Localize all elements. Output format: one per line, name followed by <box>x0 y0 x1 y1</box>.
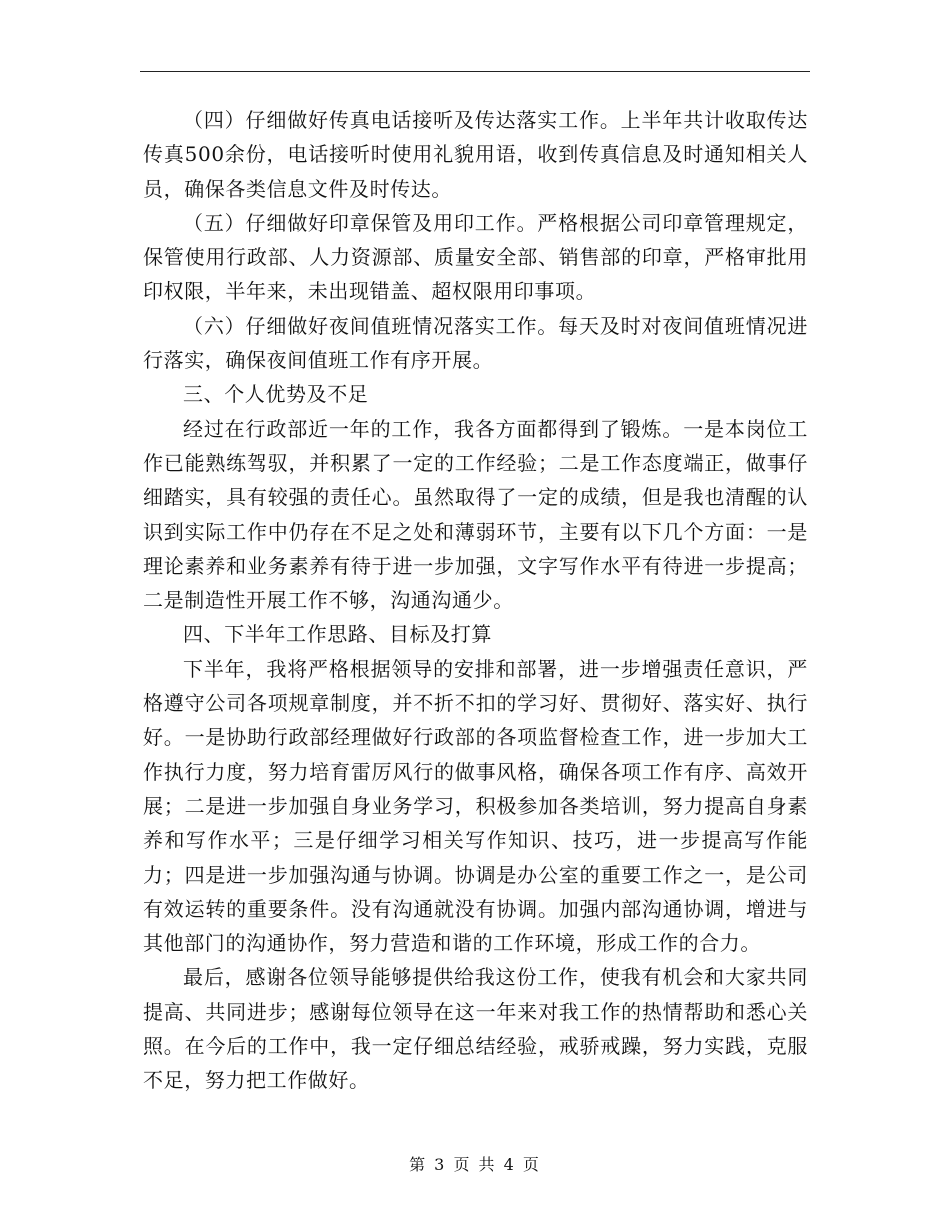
paragraph-5: （五）仔细做好印章保管及用印工作。严格根据公司印章管理规定，保管使用行政部、人力资源部、质量安全部、销售部的印章，严格审批用印权限，半年来，未出现错盖、超权限用印事项。 <box>143 210 808 304</box>
header-rule <box>140 71 810 72</box>
paragraph-closing: 最后，感谢各位领导能够提供给我这份工作，使我有机会和大家共同提高、共同进步；感谢每位领导在这一年来对我工作的热情帮助和悉心关照。在今后的工作中，我一定仔细总结经验，戒骄戒躁，努力实践，克服不足，努力把工作做好。 <box>143 965 808 1093</box>
paragraph-6: （六）仔细做好夜间值班情况落实工作。每天及时对夜间值班情况进行落实，确保夜间值班工作有序开展。 <box>143 313 808 373</box>
paragraph-4: （四）仔细做好传真电话接听及传达落实工作。上半年共计收取传达传真500余份，电话接听时使用礼貌用语，收到传真信息及时通知相关人员，确保各类信息文件及时传达。 <box>143 108 808 201</box>
document-body <box>143 103 808 1098</box>
paragraph-plans: 下半年，我将严格根据领导的安排和部署，进一步增强责任意识，严格遵守公司各项规章制度，并不折不扣的学习好、贯彻好、落实好、执行好。一是协助行政部经理做好行政部的各项监督检查工作，进一步加大工作执行力度，努力培育雷厉风行的做事风格，确保各项工作有序、高效开展；二是进一步加强自身业务学习，积极参加各类培训，努力提高自身素养和写作水平；三是仔细学习相关写作知识、技巧，进一步提高写作能力；四是进一步加强沟通与协调。协调是办公室的重要工作之一，是公司有效运转的重要条件。没有沟通就没有协调。加强内部沟通协调，增进与其他部门的沟通协作，努力营造和谐的工作环境，形成工作的合力。 <box>143 656 808 956</box>
paragraph-strengths: 经过在行政部近一年的工作，我各方面都得到了锻炼。一是本岗位工作已能熟练驾驭，并积累了一定的工作经验；二是工作态度端正，做事仔细踏实，具有较强的责任心。虽然取得了一定的成绩，但是我也清醒的认识到实际工作中仍存在不足之处和薄弱环节，主要有以下几个方面：一是理论素养和业务素养有待于进一步加强，文字写作水平有待进一步提高；二是制造性开展工作不够，沟通沟通少。 <box>143 416 808 613</box>
section-heading-4: 四、下半年工作思路、目标及打算 <box>183 622 492 647</box>
section-heading-3: 三、个人优势及不足 <box>183 382 369 407</box>
page-number: 第 3 页 共 4 页 <box>409 1155 541 1174</box>
